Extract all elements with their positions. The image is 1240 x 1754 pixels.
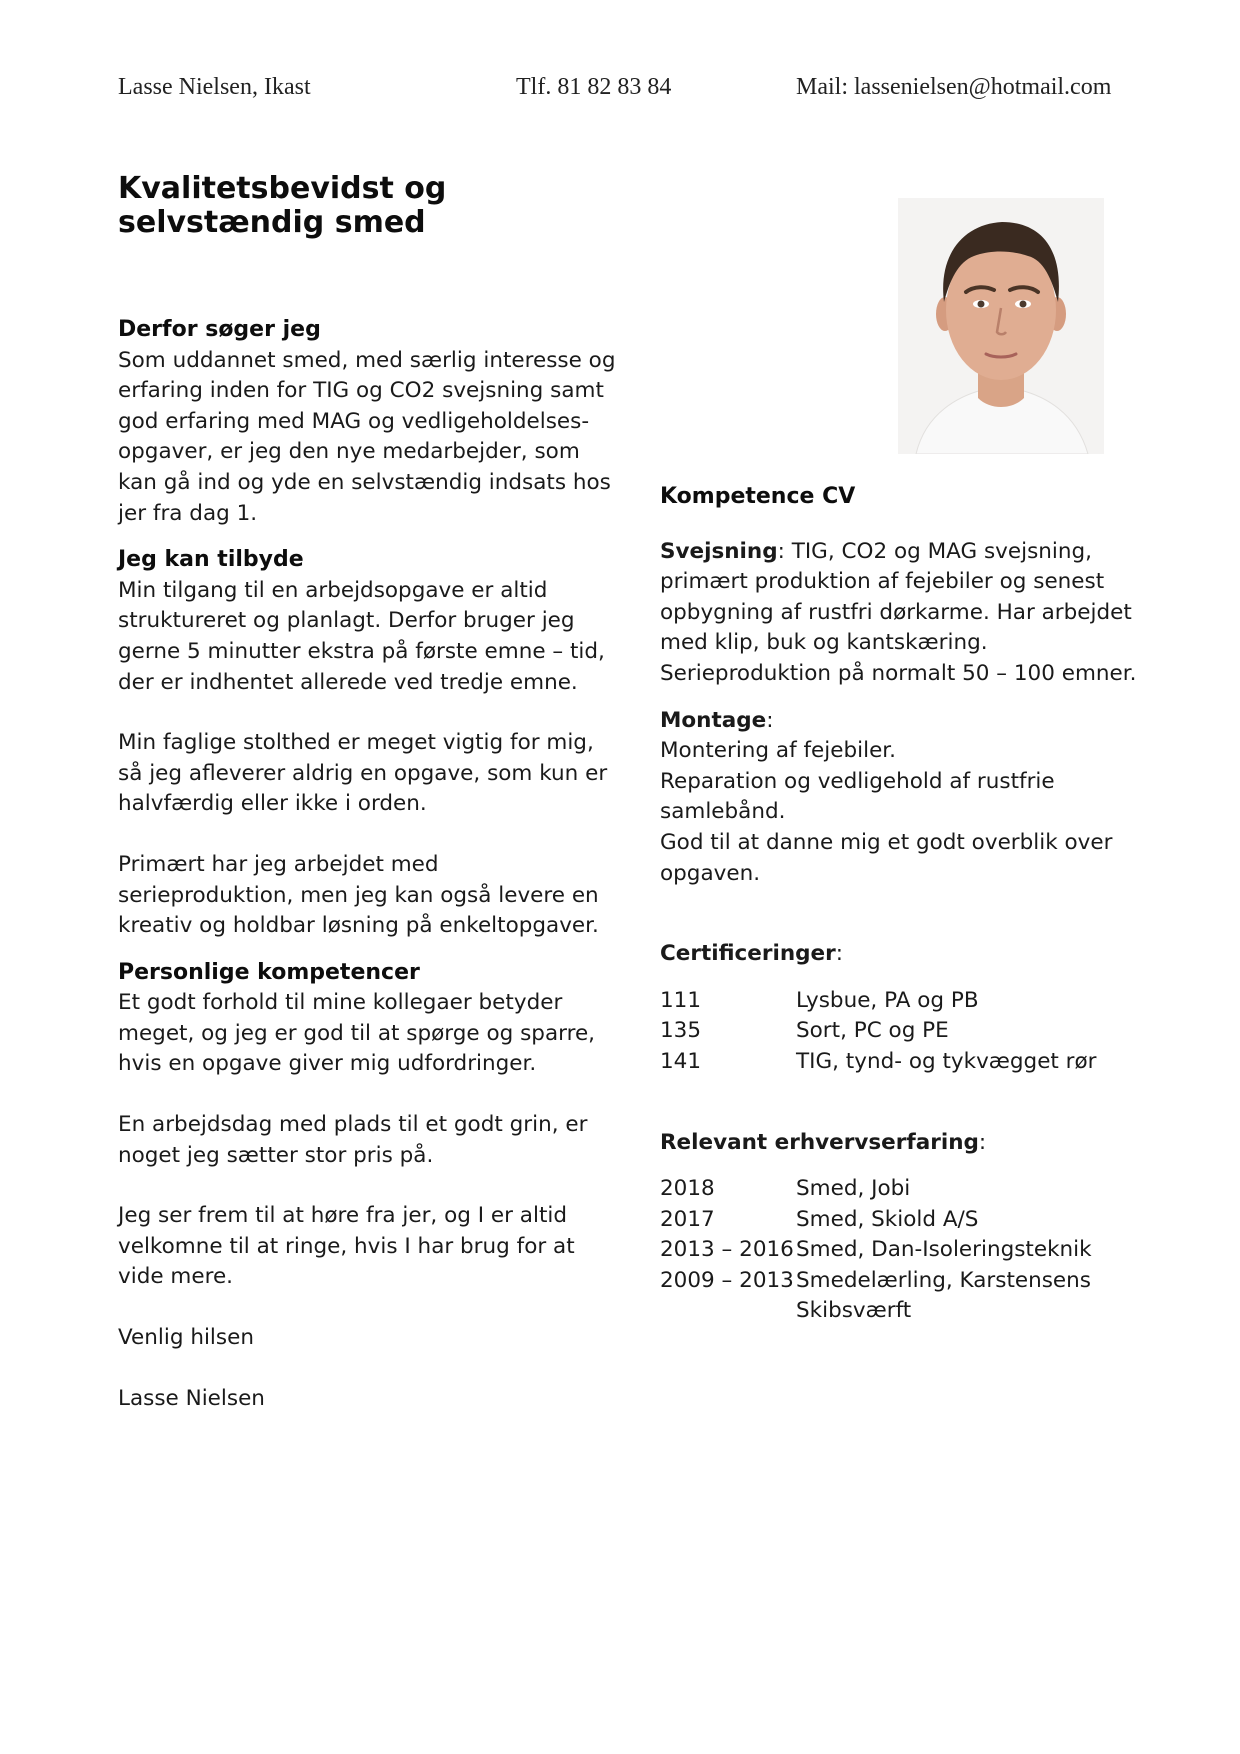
text-line: Montering af fejebiler. [660,738,897,764]
title-line-2: selvstændig smed [118,205,426,240]
text-line: samlebånd. [660,799,786,825]
assembly-heading-line [660,706,1140,737]
cert-code: 111 [660,987,702,1013]
list-item [660,1266,1140,1327]
closing-greeting: Venlig hilsen [118,1325,254,1351]
text-line: serieproduktion, men jeg kan også levere en [118,882,599,908]
page-title [118,172,678,240]
text-line: Som uddannet smed, med særlig interesse og [118,347,616,373]
section-heading-personal: Personlige kompetencer [118,959,420,985]
experience-role: Smed, Jobi [796,1176,911,1202]
certifications-label: Certificeringer [660,941,836,967]
text-line: God til at danne mig et godt overblik over [660,829,1113,855]
competence-cv [660,482,1140,1327]
list-item [660,1174,1140,1205]
text-line: god erfaring med MAG og vedligeholdelses- [118,408,590,434]
text-line: primært produktion af fejebiler og senest [660,569,1105,595]
certifications-colon: : [835,941,843,967]
list-item [660,1016,1140,1047]
header-email[interactable]: Mail: lassenielsen@hotmail.com [796,74,1112,100]
text-line: hvis en opgave giver mig udfordringer. [118,1051,537,1077]
section-heading-why: Derfor søger jeg [118,317,321,342]
experience-role: Smed, Dan-Isoleringsteknik [796,1237,1092,1263]
paragraph-offer-1 [118,576,618,698]
text-line: struktureret og planlagt. Derfor bruger jeg [118,608,575,634]
header-phone: Tlf. 81 82 83 84 [516,74,672,100]
text-line: opgaven. [660,860,761,886]
cert-desc: Sort, PC og PE [796,1018,949,1044]
text-line: med klip, buk og kantskæring. [660,630,988,656]
text-line: Min tilgang til en arbejdsopgave er altid [118,577,548,603]
title-line-1: Kvalitetsbevidst og [118,171,447,206]
cover-letter-text [118,315,618,1414]
text-line: halvfærdig eller ikke i orden. [118,791,427,817]
welding-colon: : [777,538,785,564]
text-line: noget jeg sætter stor pris på. [118,1142,434,1168]
paragraph-why [118,346,618,530]
paragraph-offer-3 [118,850,618,942]
text-line: kreativ og holdbar løsning på enkeltopgaver. [118,913,599,939]
text-line: opbygning af rustfri dørkarme. Har arbejdet [660,599,1132,625]
text-line: Primært har jeg arbejdet med [118,851,439,877]
cert-desc: TIG, tynd- og tykvægget rør [796,1048,1097,1074]
paragraph-personal-3 [118,1201,618,1293]
signature-name: Lasse Nielsen [118,1385,265,1411]
list-item [660,1047,1140,1078]
text-line: så jeg afleverer aldrig en opgave, som kun er [118,760,608,786]
certifications-heading-line [660,939,1140,970]
text-line: meget, og jeg er god til at spørge og sparre, [118,1020,596,1046]
welding-first-line [660,537,1140,568]
text-line: jer fra dag 1. [118,500,258,526]
profile-photo [898,198,1104,454]
experience-label: Relevant erhvervserfaring [660,1129,979,1155]
experience-year: 2009 – 2013 [660,1267,794,1293]
text-line: velkomne til at ringe, hvis I har brug for at [118,1233,575,1259]
text-line: vide mere. [118,1264,234,1290]
cert-code: 135 [660,1018,702,1044]
text-line: Serieproduktion på normalt 50 – 100 emner. [660,660,1137,686]
experience-year: 2018 [660,1176,715,1202]
list-item [660,1205,1140,1236]
header-name-location: Lasse Nielsen, Ikast [118,74,311,100]
experience-heading-line [660,1128,1140,1159]
text-line: En arbejdsdag med plads til et godt grin, er [118,1112,588,1138]
cv-heading: Kompetence CV [660,484,856,509]
text-line: opgaver, er jeg den nye medarbejder, som [118,439,580,465]
text-line: gerne 5 minutter ekstra på første emne – tid, [118,638,605,664]
experience-role: Smed, Skiold A/S [796,1206,979,1232]
cert-code: 141 [660,1048,702,1074]
experience-role: Smedelærling, Karstensens Skibsværft [796,1267,1091,1324]
section-heading-offer: Jeg kan tilbyde [118,547,304,573]
welding-label: Svejsning [660,538,778,564]
portrait-illustration [898,198,1104,454]
paragraph-personal-1 [118,988,618,1080]
assembly-label: Montage [660,707,767,733]
text-line: der er indhentet allerede ved tredje emne. [118,669,578,695]
experience-year: 2017 [660,1206,715,1232]
text-line: erfaring inden for TIG og CO2 svejsning samt [118,378,604,404]
paragraph-personal-2 [118,1110,618,1171]
text-line: Et godt forhold til mine kollegaer betyder [118,990,563,1016]
paragraph-offer-2 [118,728,618,820]
welding-first-text: TIG, CO2 og MAG svejsning, [784,538,1093,564]
certifications-list [660,986,1140,1078]
text-line: kan gå ind og yde en selvstændig indsats hos [118,469,611,495]
cert-desc: Lysbue, PA og PB [796,987,979,1013]
welding-block [660,537,1140,690]
experience-year: 2013 – 2016 [660,1237,794,1263]
text-line: Min faglige stolthed er meget vigtig for mig, [118,730,594,756]
list-item [660,1235,1140,1266]
assembly-colon: : [766,707,774,733]
experience-list [660,1174,1140,1327]
text-line: Reparation og vedligehold af rustfrie [660,768,1055,794]
assembly-block [660,706,1140,890]
list-item [660,986,1140,1017]
text-line: Jeg ser frem til at høre fra jer, og I er altid [118,1203,567,1229]
experience-colon: : [978,1129,987,1155]
